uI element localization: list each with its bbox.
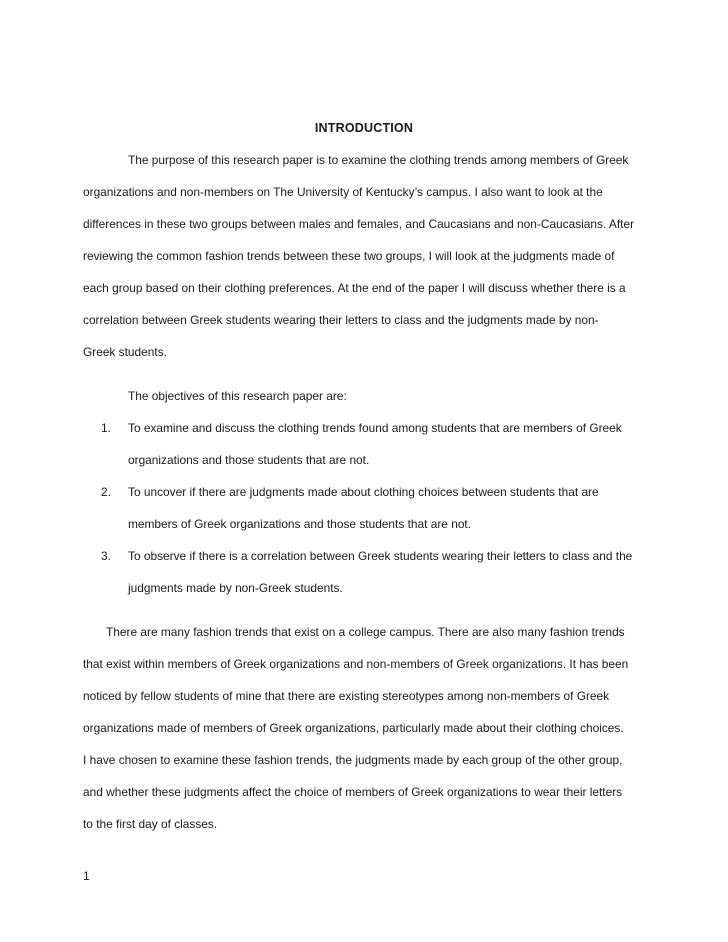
page-title: INTRODUCTION: [314, 121, 414, 135]
list-item-number: 3.: [101, 549, 111, 563]
list-item-line: To observe if there is a correlation between Greek students wearing their letters to class and the: [128, 549, 633, 563]
intro-line: correlation between Greek students wearing their letters to class and the judgments made by non-: [83, 313, 599, 327]
body-line: noticed by fellow students of mine that there are existing stereotypes among non-members of Greek: [83, 689, 610, 703]
body-line: that exist within members of Greek organizations and non-members of Greek organizations. It has been: [83, 657, 629, 671]
intro-line: reviewing the common fashion trends between these two groups, I will look at the judgments made of: [83, 249, 615, 263]
list-item-number: 1.: [101, 421, 111, 435]
list-item-line: members of Greek organizations and those students that are not.: [128, 517, 472, 531]
page-number: 1: [83, 869, 90, 883]
intro-line: Greek students.: [83, 345, 167, 359]
objectives-intro: The objectives of this research paper are:: [128, 389, 347, 403]
list-item-line: organizations and those students that are not.: [128, 453, 370, 467]
list-item-line: To examine and discuss the clothing trends found among students that are members of Greek: [128, 421, 622, 435]
intro-line: each group based on their clothing preferences. At the end of the paper I will discuss whether there is a: [83, 281, 626, 295]
list-item-line: To uncover if there are judgments made about clothing choices between students that are: [128, 485, 599, 499]
intro-line: organizations and non-members on The University of Kentucky’s campus. I also want to look at the: [83, 185, 603, 199]
body-line: and whether these judgments affect the choice of members of Greek organizations to wear their letters: [83, 785, 623, 799]
body-line: organizations made of members of Greek organizations, particularly made about their clothing choices.: [83, 721, 624, 735]
intro-line: The purpose of this research paper is to examine the clothing trends among members of Greek: [128, 153, 629, 167]
body-line: There are many fashion trends that exist on a college campus. There are also many fashion trends: [106, 625, 625, 639]
body-line: to the first day of classes.: [83, 817, 218, 831]
list-item-number: 2.: [101, 485, 111, 499]
body-line: I have chosen to examine these fashion trends, the judgments made by each group of the other group,: [83, 753, 623, 767]
list-item-line: judgments made by non-Greek students.: [128, 581, 343, 595]
intro-line: differences in these two groups between males and females, and Caucasians and non-Caucasians. After: [83, 217, 635, 231]
